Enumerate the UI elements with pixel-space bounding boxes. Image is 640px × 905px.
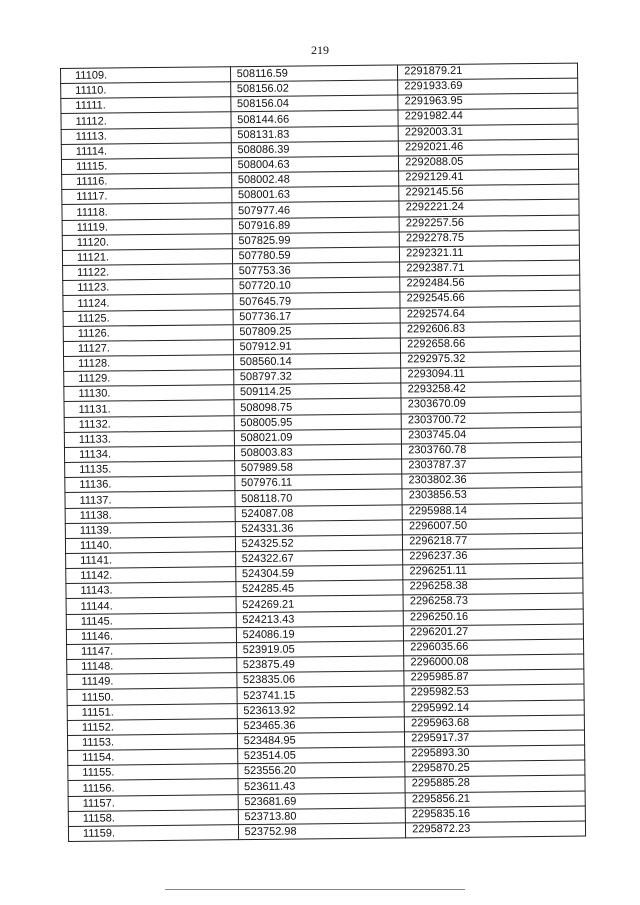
point-number-cell: 11152. (67, 718, 237, 735)
northing-cell: 2295885.28 (405, 775, 585, 792)
northing-cell: 2291879.21 (398, 63, 578, 80)
northing-cell: 2296035.66 (404, 639, 584, 656)
point-number-cell: 11144. (66, 597, 236, 614)
northing-cell: 2296251.11 (403, 563, 583, 580)
easting-cell: 524087.08 (235, 504, 403, 521)
point-number-cell: 11120. (62, 233, 232, 250)
easting-cell: 524331.36 (235, 520, 403, 537)
easting-cell: 523752.98 (238, 823, 406, 840)
easting-cell: 524086.19 (236, 626, 404, 643)
easting-cell: 508002.48 (231, 171, 399, 188)
point-number-cell: 11125. (63, 309, 233, 326)
northing-cell: 2293094.11 (401, 366, 581, 383)
northing-cell: 2295856.21 (405, 791, 585, 808)
northing-cell: 2292088.05 (399, 154, 579, 171)
easting-cell: 524322.67 (235, 550, 403, 567)
easting-cell: 508144.66 (231, 110, 399, 127)
point-number-cell: 11155. (68, 764, 238, 781)
point-number-cell: 11126. (63, 324, 233, 341)
point-number-cell: 11132. (64, 415, 234, 432)
point-number-cell: 11116. (62, 173, 232, 190)
point-number-cell: 11111. (61, 97, 231, 114)
northing-cell: 2292975.32 (401, 351, 581, 368)
northing-cell: 2295988.14 (402, 503, 582, 520)
easting-cell: 523835.06 (236, 671, 404, 688)
point-number-cell: 11147. (67, 643, 237, 660)
easting-cell: 523713.80 (238, 808, 406, 825)
point-number-cell: 11138. (65, 506, 235, 523)
point-number-cell: 11145. (66, 612, 236, 629)
point-number-cell: 11123. (63, 279, 233, 296)
northing-cell: 2291982.44 (398, 109, 578, 126)
northing-cell: 2303802.36 (402, 472, 582, 489)
northing-cell: 2295982.53 (404, 684, 584, 701)
northing-cell: 2292606.83 (400, 321, 580, 338)
northing-cell: 2295917.37 (405, 730, 585, 747)
easting-cell: 523556.20 (237, 762, 405, 779)
easting-cell: 523465.36 (237, 717, 405, 734)
northing-cell: 2303760.78 (402, 442, 582, 459)
point-number-cell: 11114. (61, 142, 231, 159)
northing-cell: 2295870.25 (405, 760, 585, 777)
point-number-cell: 11153. (67, 734, 237, 751)
northing-cell: 2296000.08 (404, 654, 584, 671)
easting-cell: 508004.63 (231, 156, 399, 173)
point-number-cell: 11118. (62, 203, 232, 220)
easting-cell: 508156.04 (230, 95, 398, 112)
point-number-cell: 11129. (64, 370, 234, 387)
easting-cell: 508131.83 (231, 126, 399, 143)
northing-cell: 2292321.11 (400, 245, 580, 262)
point-number-cell: 11150. (67, 688, 237, 705)
northing-cell: 2296237.36 (403, 548, 583, 565)
easting-cell: 508021.09 (234, 429, 402, 446)
northing-cell: 2295893.30 (405, 745, 585, 762)
point-number-cell: 11148. (67, 658, 237, 675)
easting-cell: 508560.14 (233, 353, 401, 370)
point-number-cell: 11115. (61, 158, 231, 175)
point-number-cell: 11156. (68, 779, 238, 796)
northing-cell: 2292129.41 (399, 169, 579, 186)
easting-cell: 524213.43 (236, 611, 404, 628)
northing-cell: 2295992.14 (404, 700, 584, 717)
easting-cell: 507916.89 (232, 217, 400, 234)
northing-cell: 2292574.64 (400, 306, 580, 323)
easting-cell: 507825.99 (232, 232, 400, 249)
point-number-cell: 11157. (68, 794, 238, 811)
coordinate-table (60, 63, 586, 842)
bottom-rule (165, 889, 465, 890)
northing-cell: 2303745.04 (401, 427, 581, 444)
point-number-cell: 11136. (65, 476, 235, 493)
point-number-cell: 11127. (63, 340, 233, 357)
easting-cell: 524325.52 (235, 535, 403, 552)
northing-cell: 2295963.68 (404, 715, 584, 732)
northing-cell: 2293258.42 (401, 381, 581, 398)
easting-cell: 508098.75 (234, 398, 402, 415)
northing-cell: 2303856.53 (402, 487, 582, 504)
northing-cell: 2292545.66 (400, 290, 580, 307)
point-number-cell: 11140. (65, 537, 235, 554)
easting-cell: 523611.43 (238, 777, 406, 794)
point-number-cell: 11131. (64, 400, 234, 417)
point-number-cell: 11128. (64, 355, 234, 372)
easting-cell: 507976.11 (234, 474, 402, 491)
page-number: 219 (311, 43, 329, 57)
easting-cell: 507977.46 (232, 201, 400, 218)
northing-cell: 2296007.50 (402, 518, 582, 535)
easting-cell: 523613.92 (237, 701, 405, 718)
point-number-cell: 11112. (61, 112, 231, 129)
point-number-cell: 11137. (65, 491, 235, 508)
easting-cell: 508797.32 (233, 368, 401, 385)
point-number-cell: 11151. (67, 703, 237, 720)
point-number-cell: 11142. (66, 567, 236, 584)
point-number-cell: 11158. (68, 809, 238, 826)
point-number-cell: 11117. (62, 188, 232, 205)
point-number-cell: 11139. (65, 521, 235, 538)
northing-cell: 2292387.71 (400, 260, 580, 277)
northing-cell: 2292145.56 (399, 184, 579, 201)
easting-cell: 508118.70 (235, 489, 403, 506)
northing-cell: 2292021.46 (398, 139, 578, 156)
easting-cell: 507720.10 (232, 277, 400, 294)
northing-cell: 2292484.56 (400, 275, 580, 292)
point-number-cell: 11133. (64, 430, 234, 447)
easting-cell: 523919.05 (236, 641, 404, 658)
easting-cell: 523484.95 (237, 732, 405, 749)
northing-cell: 2296201.27 (404, 624, 584, 641)
easting-cell: 507753.36 (232, 262, 400, 279)
point-number-cell: 11146. (66, 627, 236, 644)
northing-cell: 2291963.95 (398, 93, 578, 110)
easting-cell: 524304.59 (235, 565, 403, 582)
point-number-cell: 11159. (68, 824, 238, 841)
northing-cell: 2296258.38 (403, 578, 583, 595)
easting-cell: 507645.79 (232, 292, 400, 309)
northing-cell: 2296218.77 (403, 533, 583, 550)
easting-cell: 523514.05 (237, 747, 405, 764)
northing-cell: 2292658.66 (401, 336, 581, 353)
northing-cell: 2296250.16 (403, 609, 583, 626)
point-number-cell: 11121. (62, 249, 232, 266)
easting-cell: 508005.95 (234, 414, 402, 431)
northing-cell: 2292003.31 (398, 124, 578, 141)
coordinate-table-body (61, 63, 586, 841)
easting-cell: 507809.25 (233, 323, 401, 340)
northing-cell: 2295985.87 (404, 669, 584, 686)
easting-cell: 507736.17 (233, 307, 401, 324)
point-number-cell: 11124. (63, 294, 233, 311)
northing-cell: 2296258.73 (403, 594, 583, 611)
point-number-cell: 11149. (67, 673, 237, 690)
point-number-cell: 11122. (63, 264, 233, 281)
easting-cell: 508086.39 (231, 141, 399, 158)
easting-cell: 524285.45 (236, 580, 404, 597)
northing-cell: 2303670.09 (401, 397, 581, 414)
easting-cell: 508116.59 (230, 65, 398, 82)
northing-cell: 2292278.75 (399, 230, 579, 247)
easting-cell: 524269.21 (236, 595, 404, 612)
easting-cell: 508156.02 (230, 80, 398, 97)
point-number-cell: 11113. (61, 127, 231, 144)
easting-cell: 507989.58 (234, 459, 402, 476)
point-number-cell: 11143. (66, 582, 236, 599)
point-number-cell: 11109. (61, 67, 231, 84)
point-number-cell: 11119. (62, 218, 232, 235)
northing-cell: 2295872.23 (406, 821, 586, 838)
point-number-cell: 11135. (65, 461, 235, 478)
northing-cell: 2303787.37 (402, 457, 582, 474)
northing-cell: 2292257.56 (399, 215, 579, 232)
easting-cell: 507912.91 (233, 338, 401, 355)
northing-cell: 2303700.72 (401, 412, 581, 429)
point-number-cell: 11130. (64, 385, 234, 402)
point-number-cell: 11134. (64, 446, 234, 463)
easting-cell: 523741.15 (237, 686, 405, 703)
northing-cell: 2291933.69 (398, 78, 578, 95)
easting-cell: 509114.25 (233, 383, 401, 400)
northing-cell: 2292221.24 (399, 199, 579, 216)
easting-cell: 523681.69 (238, 792, 406, 809)
easting-cell: 508003.83 (234, 444, 402, 461)
easting-cell: 507780.59 (232, 247, 400, 264)
point-number-cell: 11141. (66, 552, 236, 569)
northing-cell: 2295835.16 (405, 806, 585, 823)
easting-cell: 508001.63 (231, 186, 399, 203)
point-number-cell: 11154. (68, 749, 238, 766)
point-number-cell: 11110. (61, 82, 231, 99)
easting-cell: 523875.49 (236, 656, 404, 673)
